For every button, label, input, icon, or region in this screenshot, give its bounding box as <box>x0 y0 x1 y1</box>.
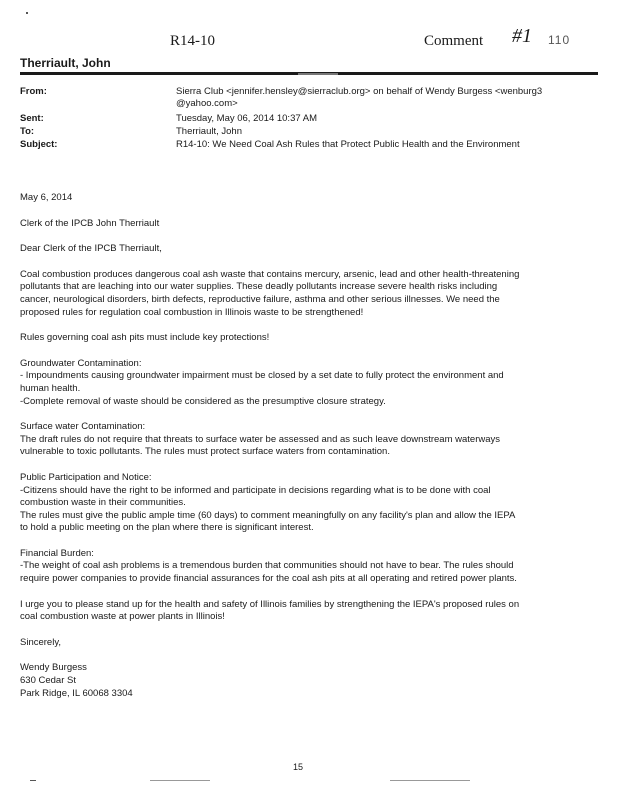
signer-city: Park Ridge, IL 60068 3304 <box>20 687 133 699</box>
text-line: -Complete removal of waste should be considered as the presumptive closure strategy. <box>20 395 386 407</box>
protections-intro: Rules governing coal ash pits must include key protections! <box>20 332 270 344</box>
financial-burden-section <box>20 548 588 586</box>
subject-value: R14-10: We Need Coal Ash Rules that Protect Public Health and the Environment <box>176 139 520 150</box>
to-label: To: <box>20 126 35 137</box>
text-line: cancer, neurological disorders, birth defects, reproductive failure, asthma and other serious illnesses. We need the <box>20 293 500 305</box>
comment-label: Comment <box>424 33 484 49</box>
docket-number: R14-10 <box>170 33 215 49</box>
text-line: I urge you to please stand up for the health and safety of Illinois families by strengthening the IEPA's proposed rules on <box>20 598 520 610</box>
text-line: The rules must give the public ample time (60 days) to comment meaningfully on any facility's plan and allow the IEPA <box>20 509 516 521</box>
signer-name: Wendy Burgess <box>20 662 87 674</box>
page-number: 15 <box>293 762 304 772</box>
text-line: -Citizens should have the right to be informed and participate in decisions regarding what is to be done with coal <box>20 484 491 496</box>
signature-block <box>20 662 588 700</box>
mailbox-owner-name: Therriault, John <box>20 56 111 70</box>
signer-street: 630 Cedar St <box>20 675 76 687</box>
from-label: From: <box>20 86 47 97</box>
to-value: Therriault, John <box>176 126 243 137</box>
scan-speck <box>30 780 36 781</box>
text-line: vulnerable to toxic pollutants. The rules must protect surface waters from contamination. <box>20 446 390 458</box>
closing-paragraph <box>20 599 588 624</box>
text-line: - Impoundments causing groundwater impairment must be closed by a set date to fully protect the environment and <box>20 370 504 382</box>
subject-label: Subject: <box>20 139 58 150</box>
surface-water-section <box>20 421 588 459</box>
page-code: 110 <box>548 33 571 47</box>
letter-date: May 6, 2014 <box>20 192 73 203</box>
scan-speck <box>390 780 470 781</box>
from-line-2: @yahoo.com> <box>176 98 238 109</box>
letter-recipient: Clerk of the IPCB John Therriault <box>20 217 160 229</box>
text-line: require power companies to provide financial assurances for the coal ash pits at all operating and retired power plants. <box>20 573 517 585</box>
text-line: combustion waste in their communities. <box>20 497 186 509</box>
text-line: pollutants that are leaching into our water supplies. These deadly pollutants increase severe health risks including <box>20 281 498 293</box>
text-line: -The weight of coal ash problems is a tremendous burden that communities should not have to bear. The rules should <box>20 560 514 572</box>
section-heading: Surface water Contamination: <box>20 421 146 433</box>
scan-speck <box>150 780 210 781</box>
scan-speck <box>298 73 338 75</box>
letter-salutation: Dear Clerk of the IPCB Therriault, <box>20 243 162 255</box>
text-line: The draft rules do not require that threats to surface water be assessed and as such leave downstream waterways <box>20 433 501 445</box>
text-line: Coal combustion produces dangerous coal ash waste that contains mercury, arsenic, lead and other health-threatening <box>20 268 520 280</box>
section-heading: Financial Burden: <box>20 547 94 559</box>
comment-number: #1 <box>512 25 532 47</box>
text-line: human health. <box>20 382 81 394</box>
text-line: proposed rules for regulation coal combustion in Illinois waste to be strengthened! <box>20 306 364 318</box>
sent-value: Tuesday, May 06, 2014 10:37 AM <box>176 113 318 124</box>
from-line-1: Sierra Club <jennifer.hensley@sierraclub.org> on behalf of Wendy Burgess <wenburg3 <box>176 86 543 97</box>
from-value <box>176 86 586 110</box>
groundwater-section <box>20 358 588 408</box>
public-participation-section <box>20 472 588 535</box>
section-heading: Public Participation and Notice: <box>20 471 152 483</box>
intro-paragraph <box>20 269 588 319</box>
signoff: Sincerely, <box>20 636 62 648</box>
text-line: to hold a public meeting on the plan where there is significant interest. <box>20 522 314 534</box>
section-heading: Groundwater Contamination: <box>20 357 142 369</box>
scan-speck <box>26 12 28 14</box>
text-line: coal combustion waste at power plants in Illinois! <box>20 611 225 623</box>
letter-body <box>20 192 588 713</box>
sent-label: Sent: <box>20 113 44 124</box>
